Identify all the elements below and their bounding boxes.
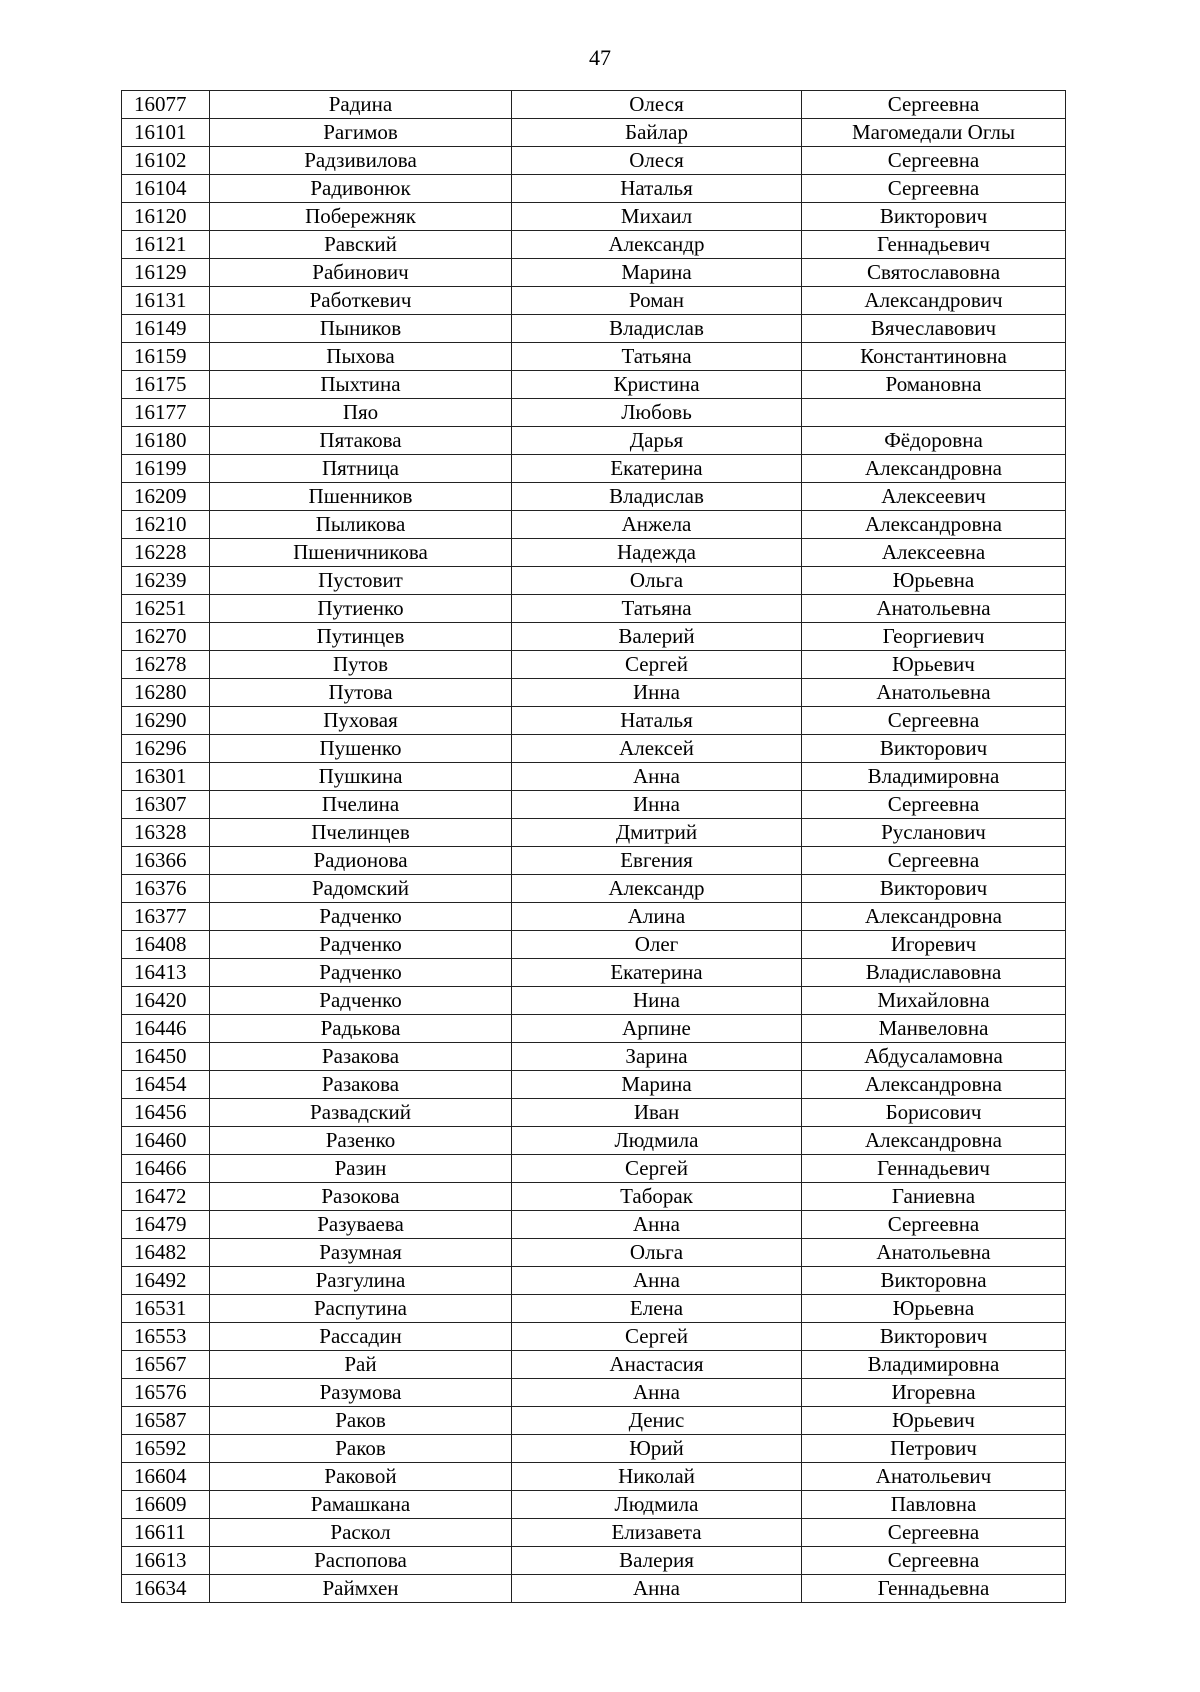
- table-row: [122, 147, 1066, 175]
- last-name-cell: Путинцев: [210, 623, 512, 651]
- first-name-cell: Олеся: [512, 91, 802, 119]
- patronymic-cell: [802, 399, 1066, 427]
- last-name-cell: Раков: [210, 1435, 512, 1463]
- table-row: [122, 91, 1066, 119]
- table-row: [122, 1519, 1066, 1547]
- first-name-cell: Валерий: [512, 623, 802, 651]
- record-number-cell: 16531: [122, 1295, 210, 1323]
- record-number-cell: 16553: [122, 1323, 210, 1351]
- record-number-cell: 16121: [122, 231, 210, 259]
- record-number-cell: 16290: [122, 707, 210, 735]
- patronymic-cell: Геннадьевич: [802, 1155, 1066, 1183]
- table-row: [122, 483, 1066, 511]
- record-number-cell: 16482: [122, 1239, 210, 1267]
- record-number-cell: 16460: [122, 1127, 210, 1155]
- first-name-cell: Наталья: [512, 175, 802, 203]
- last-name-cell: Раймхен: [210, 1575, 512, 1603]
- record-number-cell: 16278: [122, 651, 210, 679]
- patronymic-cell: Анатольевна: [802, 679, 1066, 707]
- record-number-cell: 16120: [122, 203, 210, 231]
- table-row: [122, 595, 1066, 623]
- last-name-cell: Разакова: [210, 1071, 512, 1099]
- patronymic-cell: Александровна: [802, 1127, 1066, 1155]
- first-name-cell: Инна: [512, 679, 802, 707]
- last-name-cell: Разгулина: [210, 1267, 512, 1295]
- table-row: [122, 1043, 1066, 1071]
- table-row: [122, 1267, 1066, 1295]
- last-name-cell: Рассадин: [210, 1323, 512, 1351]
- table-row: [122, 1323, 1066, 1351]
- first-name-cell: Надежда: [512, 539, 802, 567]
- first-name-cell: Арпине: [512, 1015, 802, 1043]
- table-row: [122, 651, 1066, 679]
- last-name-cell: Рабинович: [210, 259, 512, 287]
- table-row: [122, 847, 1066, 875]
- record-number-cell: 16159: [122, 343, 210, 371]
- patronymic-cell: Романовна: [802, 371, 1066, 399]
- record-number-cell: 16209: [122, 483, 210, 511]
- last-name-cell: Радченко: [210, 931, 512, 959]
- record-number-cell: 16366: [122, 847, 210, 875]
- table-row: [122, 511, 1066, 539]
- record-number-cell: 16210: [122, 511, 210, 539]
- record-number-cell: 16228: [122, 539, 210, 567]
- first-name-cell: Инна: [512, 791, 802, 819]
- first-name-cell: Любовь: [512, 399, 802, 427]
- record-number-cell: 16420: [122, 987, 210, 1015]
- patronymic-cell: Анатольевна: [802, 1239, 1066, 1267]
- table-row: [122, 735, 1066, 763]
- patronymic-cell: Абдусаламовна: [802, 1043, 1066, 1071]
- first-name-cell: Алексей: [512, 735, 802, 763]
- page-number: [0, 44, 1200, 72]
- first-name-cell: Анастасия: [512, 1351, 802, 1379]
- patronymic-cell: Манвеловна: [802, 1015, 1066, 1043]
- last-name-cell: Равский: [210, 231, 512, 259]
- table-row: [122, 427, 1066, 455]
- table-body: [122, 91, 1066, 1603]
- patronymic-cell: Викторовна: [802, 1267, 1066, 1295]
- record-number-cell: 16175: [122, 371, 210, 399]
- first-name-cell: Таборак: [512, 1183, 802, 1211]
- table-row: [122, 1155, 1066, 1183]
- record-number-cell: 16104: [122, 175, 210, 203]
- table-row: [122, 399, 1066, 427]
- table-row: [122, 875, 1066, 903]
- first-name-cell: Наталья: [512, 707, 802, 735]
- record-number-cell: 16077: [122, 91, 210, 119]
- patronymic-cell: Сергеевна: [802, 791, 1066, 819]
- first-name-cell: Александр: [512, 875, 802, 903]
- table-row: [122, 819, 1066, 847]
- table-row: [122, 1015, 1066, 1043]
- record-number-cell: 16270: [122, 623, 210, 651]
- table-row: [122, 1071, 1066, 1099]
- table-row: [122, 567, 1066, 595]
- first-name-cell: Алина: [512, 903, 802, 931]
- table-row: [122, 623, 1066, 651]
- patronymic-cell: Сергеевна: [802, 707, 1066, 735]
- patronymic-cell: Магомедали Оглы: [802, 119, 1066, 147]
- last-name-cell: Радченко: [210, 903, 512, 931]
- patronymic-cell: Владимировна: [802, 1351, 1066, 1379]
- record-number-cell: 16376: [122, 875, 210, 903]
- patronymic-cell: Александровна: [802, 1071, 1066, 1099]
- last-name-cell: Радькова: [210, 1015, 512, 1043]
- first-name-cell: Людмила: [512, 1491, 802, 1519]
- patronymic-cell: Юрьевич: [802, 651, 1066, 679]
- table-row: [122, 931, 1066, 959]
- record-number-cell: 16634: [122, 1575, 210, 1603]
- record-number-cell: 16408: [122, 931, 210, 959]
- patronymic-cell: Викторович: [802, 735, 1066, 763]
- patronymic-cell: Сергеевна: [802, 1547, 1066, 1575]
- first-name-cell: Владислав: [512, 483, 802, 511]
- last-name-cell: Пыхтина: [210, 371, 512, 399]
- first-name-cell: Байлар: [512, 119, 802, 147]
- record-number-cell: 16592: [122, 1435, 210, 1463]
- last-name-cell: Пяо: [210, 399, 512, 427]
- last-name-cell: Пуховая: [210, 707, 512, 735]
- last-name-cell: Распутина: [210, 1295, 512, 1323]
- patronymic-cell: Викторович: [802, 203, 1066, 231]
- record-number-cell: 16131: [122, 287, 210, 315]
- table-row: [122, 259, 1066, 287]
- first-name-cell: Сергей: [512, 651, 802, 679]
- first-name-cell: Александр: [512, 231, 802, 259]
- last-name-cell: Рай: [210, 1351, 512, 1379]
- people-table: [121, 90, 1066, 1603]
- table-row: [122, 119, 1066, 147]
- first-name-cell: Нина: [512, 987, 802, 1015]
- last-name-cell: Разенко: [210, 1127, 512, 1155]
- last-name-cell: Пятакова: [210, 427, 512, 455]
- patronymic-cell: Анатольевич: [802, 1463, 1066, 1491]
- table-row: [122, 1575, 1066, 1603]
- patronymic-cell: Павловна: [802, 1491, 1066, 1519]
- first-name-cell: Сергей: [512, 1323, 802, 1351]
- first-name-cell: Анжела: [512, 511, 802, 539]
- first-name-cell: Дарья: [512, 427, 802, 455]
- record-number-cell: 16613: [122, 1547, 210, 1575]
- patronymic-cell: Александровна: [802, 903, 1066, 931]
- patronymic-cell: Анатольевна: [802, 595, 1066, 623]
- last-name-cell: Пыликова: [210, 511, 512, 539]
- last-name-cell: Разокова: [210, 1183, 512, 1211]
- first-name-cell: Юрий: [512, 1435, 802, 1463]
- first-name-cell: Анна: [512, 1267, 802, 1295]
- patronymic-cell: Святославовна: [802, 259, 1066, 287]
- patronymic-cell: Вячеславович: [802, 315, 1066, 343]
- record-number-cell: 16479: [122, 1211, 210, 1239]
- last-name-cell: Побережняк: [210, 203, 512, 231]
- record-number-cell: 16609: [122, 1491, 210, 1519]
- patronymic-cell: Юрьевич: [802, 1407, 1066, 1435]
- table-row: [122, 1547, 1066, 1575]
- table-row: [122, 959, 1066, 987]
- patronymic-cell: Александровна: [802, 455, 1066, 483]
- patronymic-cell: Борисович: [802, 1099, 1066, 1127]
- first-name-cell: Марина: [512, 259, 802, 287]
- patronymic-cell: Алексеевич: [802, 483, 1066, 511]
- patronymic-cell: Игоревна: [802, 1379, 1066, 1407]
- first-name-cell: Николай: [512, 1463, 802, 1491]
- last-name-cell: Радионова: [210, 847, 512, 875]
- table-row: [122, 371, 1066, 399]
- first-name-cell: Ольга: [512, 567, 802, 595]
- last-name-cell: Работкевич: [210, 287, 512, 315]
- last-name-cell: Пшенников: [210, 483, 512, 511]
- table-row: [122, 1435, 1066, 1463]
- table-row: [122, 455, 1066, 483]
- last-name-cell: Рамашкана: [210, 1491, 512, 1519]
- table-row: [122, 987, 1066, 1015]
- record-number-cell: 16149: [122, 315, 210, 343]
- table-row: [122, 903, 1066, 931]
- last-name-cell: Разакова: [210, 1043, 512, 1071]
- record-number-cell: 16102: [122, 147, 210, 175]
- patronymic-cell: Александрович: [802, 287, 1066, 315]
- table-row: [122, 707, 1066, 735]
- table-row: [122, 175, 1066, 203]
- patronymic-cell: Фёдоровна: [802, 427, 1066, 455]
- first-name-cell: Евгения: [512, 847, 802, 875]
- table-row: [122, 343, 1066, 371]
- page-number-text: 47: [589, 45, 611, 70]
- record-number-cell: 16492: [122, 1267, 210, 1295]
- table-row: [122, 1491, 1066, 1519]
- table-row: [122, 539, 1066, 567]
- table-row: [122, 1127, 1066, 1155]
- first-name-cell: Татьяна: [512, 595, 802, 623]
- record-number-cell: 16604: [122, 1463, 210, 1491]
- table-row: [122, 287, 1066, 315]
- patronymic-cell: Сергеевна: [802, 175, 1066, 203]
- last-name-cell: Пушенко: [210, 735, 512, 763]
- patronymic-cell: Геннадьевич: [802, 231, 1066, 259]
- table-row: [122, 203, 1066, 231]
- first-name-cell: Иван: [512, 1099, 802, 1127]
- first-name-cell: Анна: [512, 1211, 802, 1239]
- table-row: [122, 1183, 1066, 1211]
- patronymic-cell: Викторович: [802, 875, 1066, 903]
- record-number-cell: 16576: [122, 1379, 210, 1407]
- record-number-cell: 16587: [122, 1407, 210, 1435]
- patronymic-cell: Петрович: [802, 1435, 1066, 1463]
- record-number-cell: 16301: [122, 763, 210, 791]
- last-name-cell: Путиенко: [210, 595, 512, 623]
- first-name-cell: Людмила: [512, 1127, 802, 1155]
- last-name-cell: Радина: [210, 91, 512, 119]
- last-name-cell: Радченко: [210, 959, 512, 987]
- last-name-cell: Радзивилова: [210, 147, 512, 175]
- patronymic-cell: Викторович: [802, 1323, 1066, 1351]
- first-name-cell: Роман: [512, 287, 802, 315]
- table-row: [122, 315, 1066, 343]
- last-name-cell: Пшеничникова: [210, 539, 512, 567]
- patronymic-cell: Михайловна: [802, 987, 1066, 1015]
- last-name-cell: Радивонюк: [210, 175, 512, 203]
- first-name-cell: Марина: [512, 1071, 802, 1099]
- last-name-cell: Радомский: [210, 875, 512, 903]
- last-name-cell: Разуваева: [210, 1211, 512, 1239]
- table-row: [122, 1239, 1066, 1267]
- patronymic-cell: Геннадьевна: [802, 1575, 1066, 1603]
- patronymic-cell: Сергеевна: [802, 847, 1066, 875]
- record-number-cell: 16454: [122, 1071, 210, 1099]
- record-number-cell: 16239: [122, 567, 210, 595]
- first-name-cell: Анна: [512, 763, 802, 791]
- record-number-cell: 16177: [122, 399, 210, 427]
- first-name-cell: Елена: [512, 1295, 802, 1323]
- record-number-cell: 16251: [122, 595, 210, 623]
- first-name-cell: Олег: [512, 931, 802, 959]
- first-name-cell: Сергей: [512, 1155, 802, 1183]
- table-row: [122, 1295, 1066, 1323]
- first-name-cell: Елизавета: [512, 1519, 802, 1547]
- patronymic-cell: Александровна: [802, 511, 1066, 539]
- record-number-cell: 16466: [122, 1155, 210, 1183]
- patronymic-cell: Владимировна: [802, 763, 1066, 791]
- first-name-cell: Олеся: [512, 147, 802, 175]
- record-number-cell: 16446: [122, 1015, 210, 1043]
- record-number-cell: 16377: [122, 903, 210, 931]
- record-number-cell: 16450: [122, 1043, 210, 1071]
- record-number-cell: 16296: [122, 735, 210, 763]
- first-name-cell: Дмитрий: [512, 819, 802, 847]
- last-name-cell: Путова: [210, 679, 512, 707]
- last-name-cell: Разумова: [210, 1379, 512, 1407]
- last-name-cell: Пушкина: [210, 763, 512, 791]
- patronymic-cell: Сергеевна: [802, 91, 1066, 119]
- patronymic-cell: Алексеевна: [802, 539, 1066, 567]
- record-number-cell: 16129: [122, 259, 210, 287]
- last-name-cell: Разин: [210, 1155, 512, 1183]
- last-name-cell: Путов: [210, 651, 512, 679]
- first-name-cell: Михаил: [512, 203, 802, 231]
- last-name-cell: Разумная: [210, 1239, 512, 1267]
- first-name-cell: Ольга: [512, 1239, 802, 1267]
- last-name-cell: Раскол: [210, 1519, 512, 1547]
- last-name-cell: Рагимов: [210, 119, 512, 147]
- patronymic-cell: Русланович: [802, 819, 1066, 847]
- first-name-cell: Татьяна: [512, 343, 802, 371]
- last-name-cell: Распопова: [210, 1547, 512, 1575]
- patronymic-cell: Ганиевна: [802, 1183, 1066, 1211]
- last-name-cell: Радченко: [210, 987, 512, 1015]
- last-name-cell: Пыхова: [210, 343, 512, 371]
- record-number-cell: 16456: [122, 1099, 210, 1127]
- table-row: [122, 791, 1066, 819]
- patronymic-cell: Сергеевна: [802, 1211, 1066, 1239]
- record-number-cell: 16328: [122, 819, 210, 847]
- last-name-cell: Раковой: [210, 1463, 512, 1491]
- table-row: [122, 763, 1066, 791]
- patronymic-cell: Георгиевич: [802, 623, 1066, 651]
- first-name-cell: Зарина: [512, 1043, 802, 1071]
- record-number-cell: 16199: [122, 455, 210, 483]
- patronymic-cell: Сергеевна: [802, 1519, 1066, 1547]
- first-name-cell: Анна: [512, 1575, 802, 1603]
- table-row: [122, 1099, 1066, 1127]
- first-name-cell: Екатерина: [512, 455, 802, 483]
- record-number-cell: 16280: [122, 679, 210, 707]
- record-number-cell: 16567: [122, 1351, 210, 1379]
- record-number-cell: 16307: [122, 791, 210, 819]
- table-row: [122, 231, 1066, 259]
- record-number-cell: 16611: [122, 1519, 210, 1547]
- table-row: [122, 1407, 1066, 1435]
- last-name-cell: Развадский: [210, 1099, 512, 1127]
- first-name-cell: Валерия: [512, 1547, 802, 1575]
- last-name-cell: Раков: [210, 1407, 512, 1435]
- record-number-cell: 16472: [122, 1183, 210, 1211]
- patronymic-cell: Юрьевна: [802, 567, 1066, 595]
- record-number-cell: 16101: [122, 119, 210, 147]
- first-name-cell: Кристина: [512, 371, 802, 399]
- first-name-cell: Екатерина: [512, 959, 802, 987]
- patronymic-cell: Игоревич: [802, 931, 1066, 959]
- table-row: [122, 1351, 1066, 1379]
- table-row: [122, 1463, 1066, 1491]
- patronymic-cell: Константиновна: [802, 343, 1066, 371]
- table-row: [122, 1379, 1066, 1407]
- last-name-cell: Пустовит: [210, 567, 512, 595]
- table-row: [122, 679, 1066, 707]
- record-number-cell: 16413: [122, 959, 210, 987]
- first-name-cell: Владислав: [512, 315, 802, 343]
- first-name-cell: Анна: [512, 1379, 802, 1407]
- table-row: [122, 1211, 1066, 1239]
- patronymic-cell: Сергеевна: [802, 147, 1066, 175]
- patronymic-cell: Владиславовна: [802, 959, 1066, 987]
- last-name-cell: Пыников: [210, 315, 512, 343]
- patronymic-cell: Юрьевна: [802, 1295, 1066, 1323]
- last-name-cell: Пчелина: [210, 791, 512, 819]
- first-name-cell: Денис: [512, 1407, 802, 1435]
- last-name-cell: Пчелинцев: [210, 819, 512, 847]
- last-name-cell: Пятница: [210, 455, 512, 483]
- record-number-cell: 16180: [122, 427, 210, 455]
